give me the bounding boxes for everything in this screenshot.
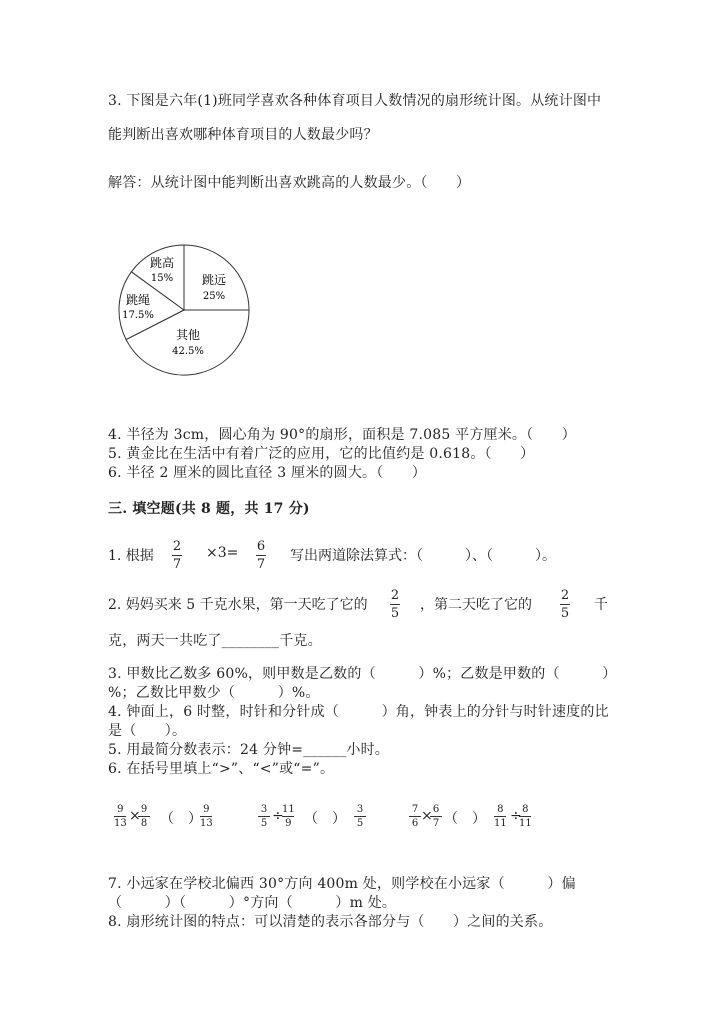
fraction <box>138 804 150 829</box>
numerator: 3 <box>356 804 364 815</box>
fraction-bar <box>172 555 182 556</box>
denominator: 5 <box>356 818 364 829</box>
denominator: 7 <box>172 557 182 572</box>
numerator: 9 <box>203 804 210 815</box>
fraction-bar <box>390 604 400 605</box>
fraction <box>200 804 213 829</box>
fill-q2-line2: 克，两天一共吃了________千克。 <box>108 633 322 649</box>
fill-q6: 6. 在括号里填上“>”、“<”或“=”。 <box>108 761 335 777</box>
fraction <box>560 588 570 621</box>
numerator: 8 <box>522 804 529 815</box>
fill-q5: 5. 用最简分数表示：24 分钟=______小时。 <box>108 742 390 758</box>
fill-q4-line1: 4. 钟面上，6 时整，时针和分针成（ ）角，钟表上的分针与时针速度的比 <box>108 704 609 720</box>
numerator: 8 <box>497 804 504 815</box>
slice-label-other: 其他 <box>175 328 201 342</box>
denominator: 6 <box>411 818 419 829</box>
pie-chart <box>114 240 254 380</box>
fill-q1-times: ×3= <box>206 545 239 561</box>
fill-q2-prefix: 2. 妈妈买来 5 千克水果，第一天吃了它的 <box>108 597 368 613</box>
fraction <box>114 804 127 829</box>
fraction <box>390 588 400 621</box>
fill-q3-line1: 3. 甲数比乙数多 60%，则甲数是乙数的（ ）%；乙数是甲数的（ ） <box>108 666 617 682</box>
slice-label-rope: 跳绳 <box>125 293 151 307</box>
fraction-bar <box>494 816 506 817</box>
divide-sign: ÷ <box>510 808 522 824</box>
slice-pct-long-jump: 25% <box>202 291 226 302</box>
numerator: 2 <box>560 588 570 603</box>
fraction <box>409 804 421 829</box>
fraction-bar <box>200 816 212 817</box>
fraction <box>282 804 295 829</box>
fill-q1-suffix: 写出两道除法算式：（ ）、（ ）。 <box>290 548 556 564</box>
multiply-sign: × <box>129 808 141 824</box>
compare-blank: （ ） <box>304 811 346 827</box>
fill-q7-line2: （ ）（ ）°方向（ ）m 处。 <box>108 895 397 911</box>
fraction-bar <box>138 816 150 817</box>
fraction-bar <box>256 555 266 556</box>
fraction-bar <box>560 604 570 605</box>
denominator: 5 <box>390 606 400 621</box>
numerator: 9 <box>117 804 124 815</box>
fraction <box>256 539 266 572</box>
compare-blank: （ ） <box>160 811 202 827</box>
denominator: 11 <box>519 818 532 829</box>
numerator: 9 <box>140 804 148 815</box>
numerator: 3 <box>260 804 268 815</box>
fill-q7-line1: 7. 小远家在学校北偏西 30°方向 400m 处，则学校在小远家（ ）偏 <box>108 876 576 892</box>
divide-sign: ÷ <box>272 808 284 824</box>
denominator: 5 <box>260 818 268 829</box>
fill-q8: 8. 扇形统计图的特点：可以清楚的表示各部分与（ ）之间的关系。 <box>108 914 553 930</box>
slice-pct-other: 42.5% <box>172 346 204 357</box>
fill-q1-prefix: 1. 根据 <box>108 548 154 564</box>
fraction <box>258 804 270 829</box>
compare-blank: （ ） <box>444 811 486 827</box>
tf-q5: 5. 黄金比在生活中有着广泛的应用，它的比值约是 0.618。（ ） <box>108 446 535 462</box>
numerator: 6 <box>256 539 266 554</box>
denominator: 7 <box>256 557 266 572</box>
q3-answer: 解答：从统计图中能判断出喜欢跳高的人数最少。（ ） <box>108 175 471 191</box>
denominator: 9 <box>285 818 292 829</box>
denominator: 8 <box>140 818 148 829</box>
q3-text-line2: 能判断出喜欢哪种体育项目的人数最少吗？ <box>108 127 378 143</box>
fraction-bar <box>409 816 421 817</box>
numerator: 6 <box>432 804 440 815</box>
multiply-sign: × <box>421 808 433 824</box>
fraction-bar <box>282 816 294 817</box>
tf-q4: 4. 半径为 3cm，圆心角为 90°的扇形，面积是 7.085 平方厘米。（ ） <box>108 427 576 443</box>
numerator: 7 <box>411 804 419 815</box>
fraction <box>354 804 366 829</box>
fraction-bar <box>258 816 270 817</box>
numerator: 11 <box>282 804 295 815</box>
fraction-bar <box>354 816 366 817</box>
tf-q6: 6. 半径 2 厘米的圆比直径 3 厘米的圆大。（ ） <box>108 465 427 481</box>
slice-pct-high-jump: 15% <box>150 273 174 284</box>
fraction-bar <box>114 816 126 817</box>
fraction <box>172 539 182 572</box>
fill-q2-end: 千 <box>594 597 608 613</box>
denominator: 11 <box>494 818 507 829</box>
denominator: 13 <box>200 818 213 829</box>
slice-pct-rope: 17.5% <box>122 310 154 321</box>
denominator: 7 <box>432 818 440 829</box>
denominator: 5 <box>560 606 570 621</box>
denominator: 13 <box>114 818 127 829</box>
fraction <box>494 804 507 829</box>
fill-q2-mid: ，第二天吃了它的 <box>420 597 532 613</box>
fill-q3-line2: %；乙数比甲数少（ ）%。 <box>108 685 320 701</box>
section-heading: 三. 填空题(共 8 题，共 17 分) <box>108 501 310 517</box>
slice-label-high-jump: 跳高 <box>149 256 175 270</box>
fraction-bar <box>430 816 442 817</box>
numerator: 2 <box>390 588 400 603</box>
slice-label-long-jump: 跳远 <box>201 273 227 287</box>
numerator: 2 <box>172 539 182 554</box>
q3-text-line1: 3. 下图是六年(1)班同学喜欢各种体育项目人数情况的扇形统计图。从统计图中 <box>108 93 602 109</box>
fraction <box>430 804 442 829</box>
fraction <box>519 804 532 829</box>
fill-q4-line2: 是（ ）。 <box>108 723 187 739</box>
fraction-bar <box>519 816 531 817</box>
